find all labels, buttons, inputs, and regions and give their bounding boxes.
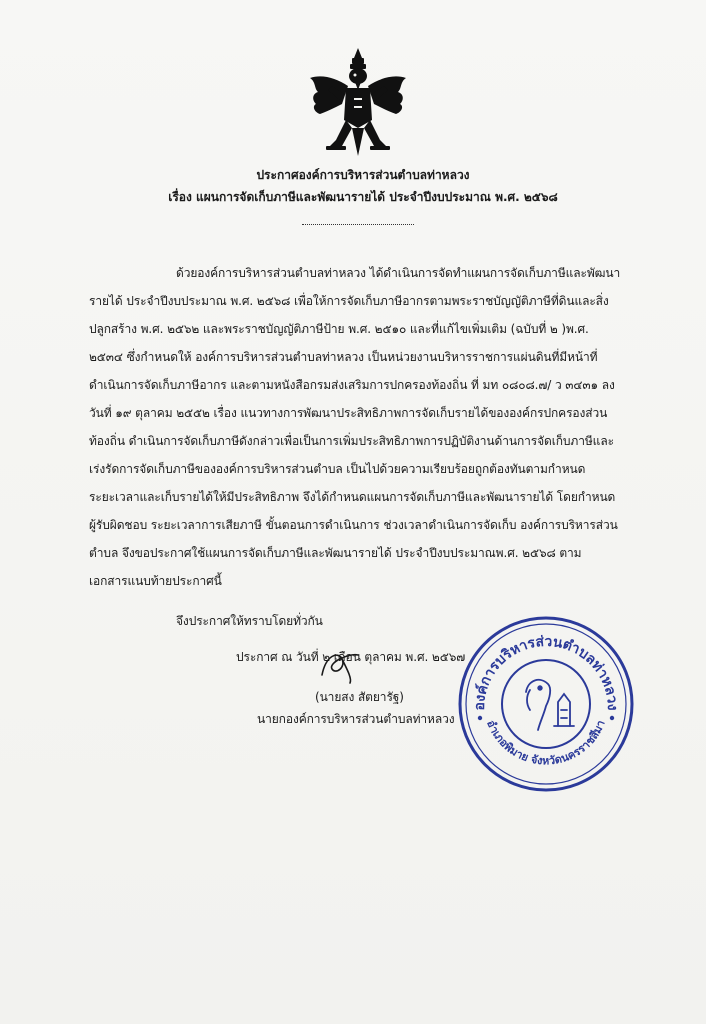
body-line: ระยะเวลาและเก็บรายได้ให้มีประสิทธิภาพ จึงได้กำหนดแผนการจัดเก็บภาษีและพัฒนารายได้ โดยกำหนด — [89, 490, 616, 504]
body-line: รายได้ ประจำปีงบประมาณ พ.ศ. ๒๕๖๘ เพื่อให้การจัดเก็บภาษีอากรตามพระราชบัญญัติภาษีที่ดินและสิ่ง — [89, 294, 609, 308]
body-line: วันที่ ๑๙ ตุลาคม ๒๕๕๒ เรื่อง แนวทางการพัฒนาประสิทธิภาพการจัดเก็บรายได้ขององค์กรปกครองส่วน — [89, 406, 608, 420]
handwritten-signature — [308, 645, 398, 685]
document-title: ประกาศองค์การบริหารส่วนตำบลท่าหลวง — [256, 168, 470, 182]
body-line: เร่งรัดการจัดเก็บภาษีขององค์การบริหารส่วนตำบล เป็นไปด้วยความเรียบร้อยถูกต้องทันตามกำหนด — [89, 462, 586, 476]
body-line: ผู้รับผิดชอบ ระยะเวลาการเสียภาษี ขั้นตอนการดำเนินการ ช่วงเวลาดำเนินการจัดเก็บ องค์การบริหารส่วน — [89, 518, 618, 532]
svg-text:อำเภอพิมาย จังหวัดนครราชสีมา — [484, 718, 607, 767]
dotted-separator — [302, 224, 414, 225]
body-line: ๒๕๓๔ ซึ่งกำหนดให้ องค์การบริหารส่วนตำบลท่าหลวง เป็นหน่วยงานบริหารราชการแผ่นดินที่มีหน้าที่ — [89, 350, 598, 364]
seal-top-text: องค์การบริหารส่วนตำบลท่าหลวง — [471, 633, 621, 711]
official-seal-stamp — [456, 614, 636, 794]
date-line: ประกาศ ณ วันที่ ๒ เดือน ตุลาคม พ.ศ. ๒๕๖๗ — [236, 650, 466, 664]
signatory-position: นายกองค์การบริหารส่วนตำบลท่าหลวง — [257, 712, 455, 726]
body-line: ตำบล จึงขอประกาศใช้แผนการจัดเก็บภาษีและพัฒนารายได้ ประจำปีงบประมาณพ.ศ. ๒๕๖๘ ตาม — [89, 546, 582, 560]
body-line: ปลูกสร้าง พ.ศ. ๒๕๖๒ และพระราชบัญญัติภาษีป้าย พ.ศ. ๒๕๑๐ และที่แก้ไขเพิ่มเติม (ฉบับที่ ๒ )พ.ศ. — [89, 322, 589, 336]
svg-text:องค์การบริหารส่วนตำบลท่าหลวง — [472, 634, 620, 711]
signatory-name: (นายสง สัตยารัฐ) — [315, 690, 404, 704]
body-line: ดำเนินการจัดเก็บภาษีอากร และตามหนังสือกรมส่งเสริมการปกครองท้องถิ่น ที่ มท ๐๘๐๘.๗/ ว ๓๔๓๑ ลง — [89, 378, 615, 392]
closing-text: จึงประกาศให้ทราบโดยทั่วกัน — [176, 614, 323, 628]
body-line: เอกสารแนบท้ายประกาศนี้ — [89, 574, 222, 588]
document-subject: เรื่อง แผนการจัดเก็บภาษีและพัฒนารายได้ ประจำปีงบประมาณ พ.ศ. ๒๕๖๘ — [168, 190, 558, 204]
body-line: ท้องถิ่น ดำเนินการจัดเก็บภาษีดังกล่าวเพื่อเป็นการเพิ่มประสิทธิภาพการปฏิบัติงานด้านการจัดเก็บภาษีและ — [89, 434, 614, 448]
body-line: ด้วยองค์การบริหารส่วนตำบลท่าหลวง ได้ดำเนินการจัดทำแผนการจัดเก็บภาษีและพัฒนา — [176, 266, 621, 280]
seal-bottom-text: อำเภอพิมาย จังหวัดนครราชสีมา — [484, 718, 608, 768]
garuda-emblem-icon — [308, 48, 408, 160]
